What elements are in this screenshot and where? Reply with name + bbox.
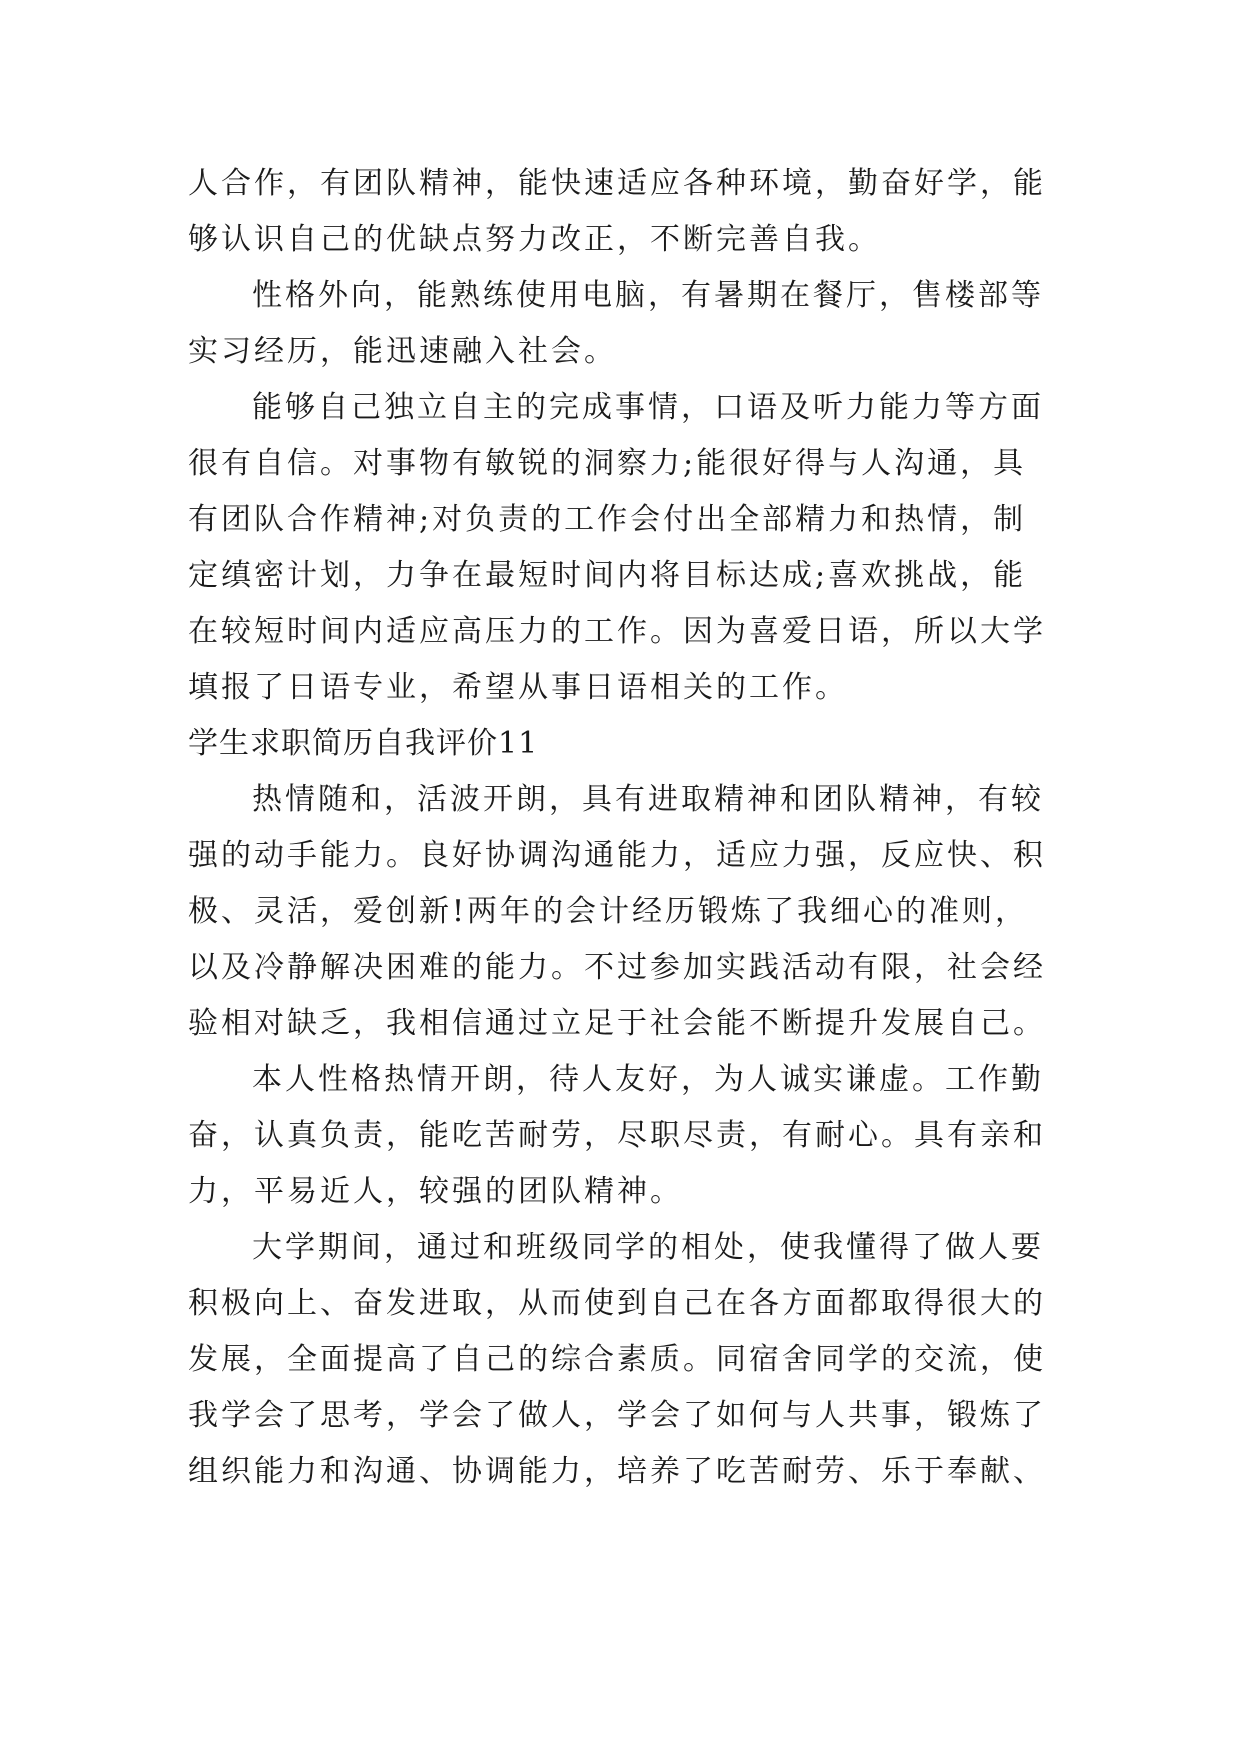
text-line: 够认识自己的优缺点努力改正，不断完善自我。 bbox=[188, 222, 881, 257]
text-line: 有团队合作精神;对负责的工作会付出全部精力和热情，制 bbox=[188, 502, 1027, 537]
text-line: 验相对缺乏，我相信通过立足于社会能不断提升发展自己。 bbox=[188, 1006, 1046, 1041]
text-line: 填报了日语专业，希望从事日语相关的工作。 bbox=[188, 670, 848, 705]
paragraph-start-line: 性格外向，能熟练使用电脑，有暑期在餐厅，售楼部等 bbox=[252, 278, 1044, 313]
paragraph-start-line: 能够自己独立自主的完成事情，口语及听力能力等方面 bbox=[252, 390, 1044, 425]
paragraph-start-line: 本人性格热情开朗，待人友好，为人诚实谦虚。工作勤 bbox=[252, 1062, 1044, 1097]
text-line: 积极向上、奋发进取，从而使到自己在各方面都取得很大的 bbox=[188, 1286, 1046, 1321]
text-line: 实习经历，能迅速融入社会。 bbox=[188, 334, 617, 369]
text-line: 奋，认真负责，能吃苦耐劳，尽职尽责，有耐心。具有亲和 bbox=[188, 1118, 1046, 1153]
text-line: 很有自信。对事物有敏锐的洞察力;能很好得与人沟通，具 bbox=[188, 446, 1027, 481]
text-line: 强的动手能力。良好协调沟通能力，适应力强，反应快、积 bbox=[188, 838, 1046, 873]
text-line: 在较短时间内适应高压力的工作。因为喜爱日语，所以大学 bbox=[188, 614, 1046, 649]
text-line: 极、灵活，爱创新!两年的会计经历锻炼了我细心的准则， bbox=[188, 894, 1029, 929]
text-line: 组织能力和沟通、协调能力，培养了吃苦耐劳、乐于奉献、 bbox=[188, 1454, 1046, 1489]
text-line: 力，平易近人，较强的团队精神。 bbox=[188, 1174, 683, 1209]
text-line: 人合作，有团队精神，能快速适应各种环境，勤奋好学，能 bbox=[188, 166, 1046, 201]
paragraph-start-line: 大学期间，通过和班级同学的相处，使我懂得了做人要 bbox=[252, 1230, 1044, 1265]
paragraph-start-line: 热情随和，活波开朗，具有进取精神和团队精神，有较 bbox=[252, 782, 1044, 817]
text-line: 定缜密计划，力争在最短时间内将目标达成;喜欢挑战，能 bbox=[188, 558, 1027, 593]
document-body bbox=[188, 156, 1068, 1500]
text-line: 我学会了思考，学会了做人，学会了如何与人共事，锻炼了 bbox=[188, 1398, 1046, 1433]
text-line: 发展，全面提高了自己的综合素质。同宿舍同学的交流，使 bbox=[188, 1342, 1046, 1377]
section-heading: 学生求职简历自我评价11 bbox=[188, 726, 539, 761]
text-line: 以及冷静解决困难的能力。不过参加实践活动有限，社会经 bbox=[188, 950, 1046, 985]
